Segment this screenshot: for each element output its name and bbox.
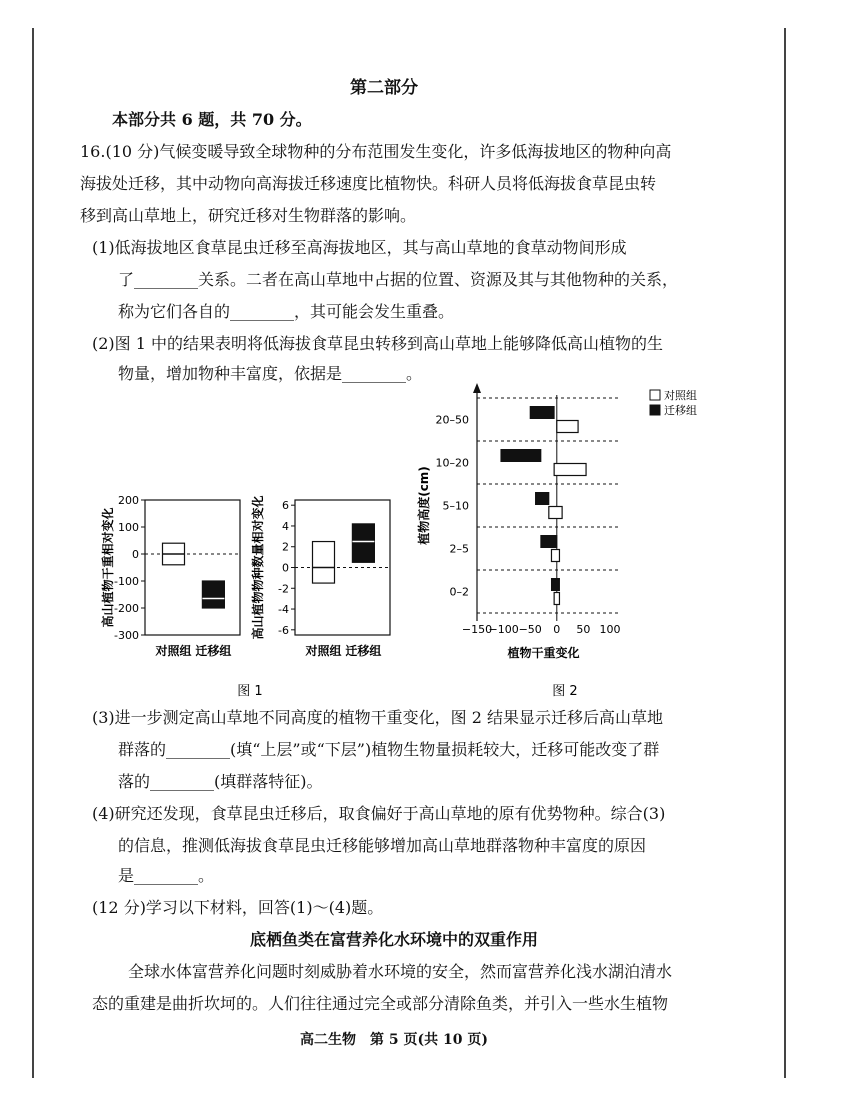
y-tick-label: -200 [114,602,139,615]
figure-2-caption: 图 2 [552,684,578,699]
box-对照组 [313,542,335,584]
bar-对照组 [549,507,562,519]
bar-对照组 [551,550,559,562]
figure-2-chart [410,380,700,705]
legend-swatch-迁移组 [650,405,660,415]
y-axis-label: 植物高度(cm) [417,466,431,545]
page-left-edge [32,28,34,1078]
q16-line3: 移到高山草地上，研究迁移对生物群落的影响。 [80,206,417,225]
x-tick-label: −100 [488,623,519,636]
x-category-label: 迁移组 [195,644,232,658]
bar-迁移组 [536,493,549,505]
q16-p2-line2: 物量，增加物种丰富度，依据是________。 [118,364,423,383]
plot-frame [145,500,240,635]
bar-对照组 [557,421,578,433]
y-tick-label: -100 [114,575,139,588]
y-axis-label: 高山植物物种数量相对变化 [251,495,265,640]
y-tick-label: 6 [282,499,289,513]
x-category-label: 对照组 [305,644,342,658]
box-迁移组 [352,524,374,562]
y-category-label: 10–20 [435,456,469,470]
bar-对照组 [554,464,586,476]
x-tick-label: −150 [461,623,493,636]
article-para-line2: 态的重建是曲折坎坷的。人们往往通过完全或部分清除鱼类，并引入一些水生植物 [92,994,669,1013]
y-tick-label: 4 [282,519,289,533]
q16-p2-line1: (2)图 1 中的结果表明将低海拔食草昆虫转移到高山草地上能够降低高山植物的生 [92,334,664,353]
box-迁移组 [202,581,224,608]
y-tick-label: -6 [278,623,289,637]
bar-迁移组 [551,579,559,591]
bar-迁移组 [530,407,554,419]
section-heading: 第二部分 [350,78,418,98]
y-category-label: 0–2 [449,585,469,599]
x-tick-label: −50 [518,623,542,636]
bar-对照组 [554,593,559,605]
q17-line1: (12 分)学习以下材料，回答(1)～(4)题。 [92,898,384,917]
q16-p4-line2: 的信息，推测低海拔食草昆虫迁移能够增加高山草地群落物种丰富度的原因 [118,836,647,855]
y-axis-arrow [473,383,481,393]
section-intro: 本部分共 6 题，共 70 分。 [112,110,312,129]
legend-label-对照组: 对照组 [664,389,697,402]
article-para-line1: 全球水体富营养化问题时刻威胁着水环境的安全，然而富营养化浅水湖泊清水 [128,962,673,981]
article-title: 底栖鱼类在富营养化水环境中的双重作用 [250,930,539,949]
q16-p1-line3: 称为它们各自的________，其可能会发生重叠。 [118,302,455,321]
figure-1-chart [100,480,400,705]
q16-p1-line1: (1)低海拔地区食草昆虫迁移至高海拔地区，其与高山草地的食草动物间形成 [92,238,627,257]
q16-p1-line2: 了________关系。二者在高山草地中占据的位置、资源及其与其他物种的关系， [118,270,679,289]
y-tick-label: 100 [118,521,139,534]
x-category-label: 迁移组 [345,644,382,658]
bar-迁移组 [501,450,541,462]
q16-p3-line3: 落的________(填群落特征)。 [118,772,323,791]
y-tick-label: -4 [278,603,289,617]
y-tick-label: 2 [282,540,289,554]
x-category-label: 对照组 [155,644,192,658]
y-tick-label: 0 [282,561,289,575]
q16-p4-line3: 是________。 [118,866,215,885]
page-footer: 高二生物 第 5 页(共 10 页) [300,1032,488,1048]
y-tick-label: 0 [132,548,139,561]
q16-line1: 16.(10 分)气候变暖导致全球物种的分布范围发生变化，许多低海拔地区的物种向高 [80,142,672,161]
y-tick-label: -2 [278,582,289,596]
legend-label-迁移组: 迁移组 [664,404,697,417]
q16-p3-line2: 群落的________(填“上层”或“下层”)植物生物量损耗较大，迁移可能改变了群 [118,740,660,759]
x-tick-label: 100 [599,623,621,636]
x-tick-label: 0 [553,623,561,636]
q16-p3-line1: (3)进一步测定高山草地不同高度的植物干重变化，图 2 结果显示迁移后高山草地 [92,708,664,727]
y-tick-label: 200 [118,494,139,507]
page-right-edge [784,28,786,1078]
y-category-label: 2–5 [449,542,469,556]
x-axis-label: 植物干重变化 [507,646,580,660]
y-tick-label: -300 [114,629,139,642]
x-tick-label: 50 [576,623,591,636]
y-category-label: 20–50 [435,413,469,427]
q16-p4-line1: (4)研究还发现，食草昆虫迁移后，取食偏好于高山草地的原有优势物种。综合(3) [92,804,666,823]
bar-迁移组 [541,536,557,548]
y-category-label: 5–10 [442,499,469,513]
legend-swatch-对照组 [650,390,660,400]
y-axis-label: 高山植物干重相对变化 [101,507,115,628]
figure-1-caption: 图 1 [237,684,263,699]
q16-line2: 海拔处迁移，其中动物向高海拔迁移速度比植物快。科研人员将低海拔食草昆虫转 [80,174,657,193]
